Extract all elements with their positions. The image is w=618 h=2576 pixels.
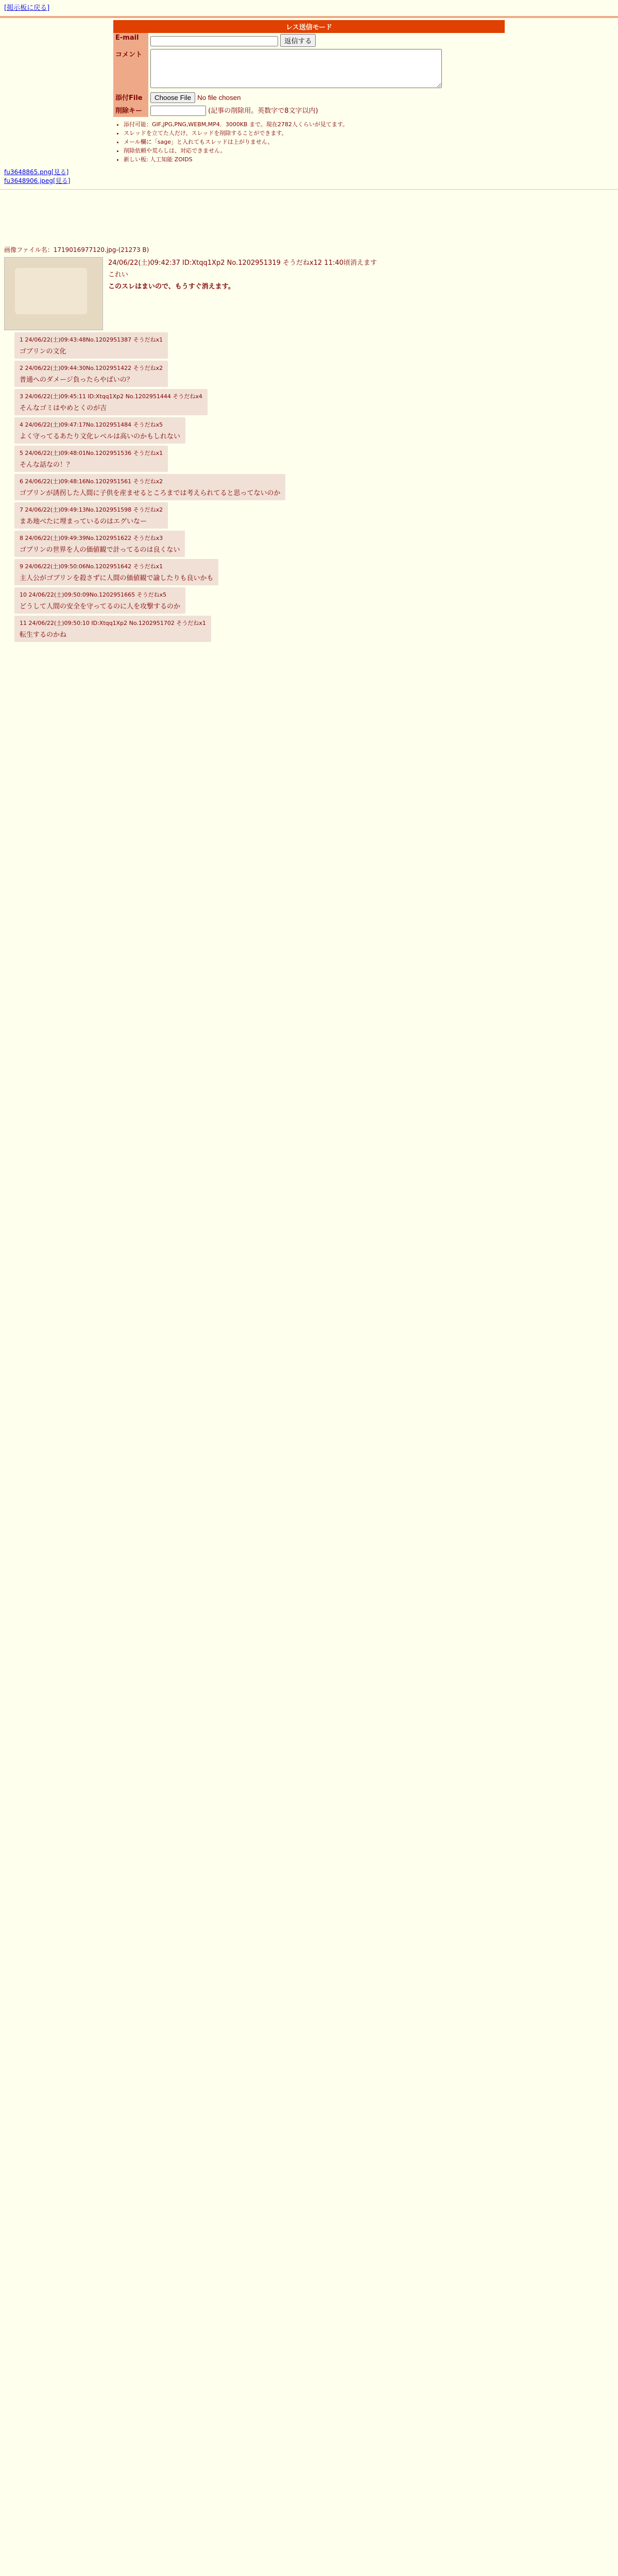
rule-item: • 添付可能：GIF,JPG,PNG,WEBM,MP4．3000KB まで。現在2782人くらいが見てます。 [124,120,515,128]
divider [0,16,618,18]
reply-header: 2 24/06/22(土)09:44:30No.1202951422 そうだねx2 [20,365,163,371]
reply-header: 1 24/06/22(土)09:43:48No.1202951387 そうだねx1 [20,336,163,343]
separator [0,189,618,190]
reply [14,474,285,500]
op-line: これい [108,271,129,279]
op-file-info: 画像ファイル名：1719016977120.jpg-(21273 B) [4,246,149,253]
reply-header: 6 24/06/22(土)09:48:16No.1202951561 そうだねx2 [20,478,163,485]
reply-body: ゴブリンの世界を人の価値観で計ってるのは良くない [20,546,180,554]
reply-body: どうして人間の安全を守ってるのに人を攻撃するのか [20,603,181,611]
comment-field[interactable] [150,49,442,88]
submit-button[interactable]: 返信する [280,34,316,47]
comment-label: コメント [113,48,148,91]
email-field[interactable] [150,36,278,46]
rules-list [103,120,515,163]
delkey-label: 削除キー [113,104,148,117]
reply-header: 11 24/06/22(土)09:50:10 ID:Xtqq1Xp2 No.1202951702 そうだねx1 [20,620,206,626]
delkey-field[interactable] [150,106,206,116]
rule-item: • メール欄に「sage」と入れてもスレッドは上がりません。 [124,138,515,146]
file-list [4,167,614,185]
reply-body: そんな話なの！？ [20,461,74,469]
reply [14,531,185,557]
file-label: 添付File [113,91,148,104]
new-board-line [124,155,515,163]
reply-header: 8 24/06/22(土)09:49:39No.1202951622 そうだねx3 [20,535,163,541]
reply [14,502,168,529]
reply-header: 5 24/06/22(土)09:48:01No.1202951536 そうだねx1 [20,450,163,456]
op-line: このスレはまいので、もうすぐ消えます。 [108,283,235,291]
reply-list [4,332,612,642]
mode-banner: レス送信モード [113,20,505,33]
reply [14,616,211,642]
op-image[interactable] [4,257,103,330]
rule-item: • 削除依頼や荒らしは、対応できません。 [124,146,515,155]
reply-body: 転生するのかね [20,631,67,639]
op-info: 24/06/22(土)09:42:37 ID:Xtqq1Xp2 No.1202951319 そうだねx12 11:40頃消えます [108,259,377,267]
reply [14,389,208,415]
reply-header: 4 24/06/22(土)09:47:17No.1202951484 そうだねx5 [20,421,163,428]
reply-body: ゴブリンの文化 [20,348,66,355]
reply [14,559,218,585]
reply [14,417,185,444]
file-link[interactable]: fu3648865.png[見る] [4,168,69,176]
reply-header: 9 24/06/22(土)09:50:06No.1202951642 そうだねx1 [20,563,163,570]
reply-header: 7 24/06/22(土)09:49:13No.1202951598 そうだねx2 [20,506,163,513]
new-board-text: 新しい板: 人工知能 ZOIDS [124,156,193,163]
file-link[interactable]: fu3648906.jpeg[見る] [4,177,71,184]
rule-item: • スレッドを立てた人だけ、スレッドを削除することができます。 [124,129,515,137]
reply-body: そんなゴミはやめとくのが吉 [20,404,107,412]
reply-header: 10 24/06/22(土)09:50:09No.1202951665 そうだねx5 [20,591,167,598]
reply-body: よく守ってるあたり文化レベルは高いのかもしれない [20,433,181,440]
thread [4,242,612,644]
post-form [113,33,505,117]
reply [14,446,168,472]
reply-body: 主人公がゴブリンを殺さずに人間の価値観で諭したりも良いかも [20,574,214,582]
reply-header: 3 24/06/22(土)09:45:11 ID:Xtqq1Xp2 No.1202951444 そうだねx4 [20,393,202,400]
back-link[interactable]: [掲示板に戻る] [4,4,50,12]
delkey-note: (記事の削除用。英数字で8文字以内) [208,107,318,115]
top-bar [0,0,618,14]
reply [14,332,168,359]
reply-body: ゴブリンが誘拐した人間に子供を産ませるところまでは考えられてると思ってないのか [20,489,281,497]
file-input[interactable] [150,92,281,103]
reply-body: 普通へのダメージ負ったらやばいの？ [20,376,133,384]
email-label: E-mail [113,33,148,48]
reply [14,587,185,614]
reply [14,361,168,387]
reply-body: まあ地べたに埋まっているのはエグいなー [20,518,147,526]
